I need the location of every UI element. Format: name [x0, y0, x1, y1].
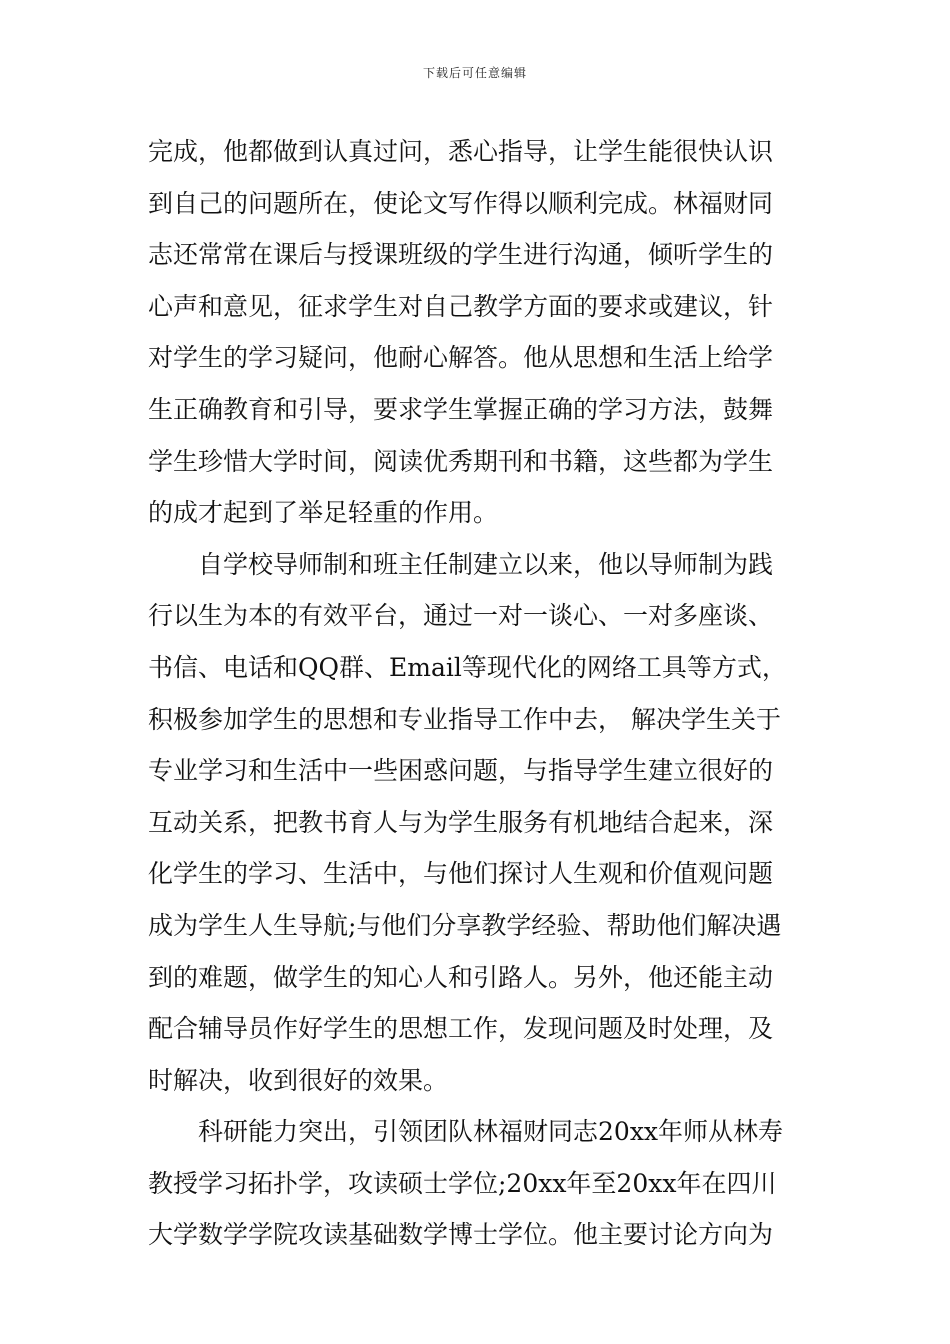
text-line: 心声和意见，征求学生对自己教学方面的要求或建议，针 [148, 291, 774, 321]
text-line: 对学生的学习疑问，他耐心解答。他从思想和生活上给学 [148, 343, 774, 373]
text-line: 书信、电话和QQ群、Email等现代化的网络工具等方式， [148, 652, 787, 682]
text-line: 志还常常在课后与授课班级的学生进行沟通，倾听学生的 [148, 240, 774, 270]
text-line: 化学生的学习、生活中，与他们探讨人生观和价值观问题 [148, 859, 774, 889]
text-line: 成为学生人生导航;与他们分享教学经验、帮助他们解决遇 [148, 910, 782, 940]
page-header: 下载后可任意编辑 [422, 66, 527, 80]
text-line: 积极参加学生的思想和专业指导工作中去， 解决学生关于 [148, 704, 781, 734]
text-line: 完成，他都做到认真过问，悉心指导，让学生能很快认识 [148, 137, 774, 166]
text-line: 教授学习拓扑学，攻读硕士学位;20xx年至20xx年在四川 [148, 1168, 777, 1198]
text-line: 的成才起到了举足轻重的作用。 [148, 498, 499, 528]
text-line: 到的难题，做学生的知心人和引路人。另外，他还能主动 [148, 962, 774, 992]
text-line: 生正确教育和引导，要求学生掌握正确的学习方法，鼓舞 [148, 394, 774, 424]
paragraph-first-line: 科研能力突出，引领团队林福财同志20xx年师从林寿 [198, 1117, 784, 1147]
text-line: 专业学习和生活中一些困惑问题，与指导学生建立很好的 [148, 756, 774, 786]
paragraph-first-line: 自学校导师制和班主任制建立以来，他以导师制为践 [198, 549, 774, 579]
text-line: 到自己的问题所在，使论文写作得以顺利完成。林福财同 [148, 188, 774, 218]
document-body [148, 126, 808, 1261]
text-line: 配合辅导员作好学生的思想工作，发现问题及时处理，及 [148, 1014, 774, 1044]
text-line: 学生珍惜大学时间，阅读优秀期刊和书籍，这些都为学生 [148, 446, 774, 476]
text-line: 时解决，收到很好的效果。 [148, 1065, 449, 1095]
text-line: 大学数学学院攻读基础数学博士学位。他主要讨论方向为 [148, 1220, 774, 1250]
text-line: 互动关系，把教书育人与为学生服务有机地结合起来，深 [148, 807, 774, 837]
text-line: 行以生为本的有效平台，通过一对一谈心、一对多座谈、 [148, 601, 774, 631]
